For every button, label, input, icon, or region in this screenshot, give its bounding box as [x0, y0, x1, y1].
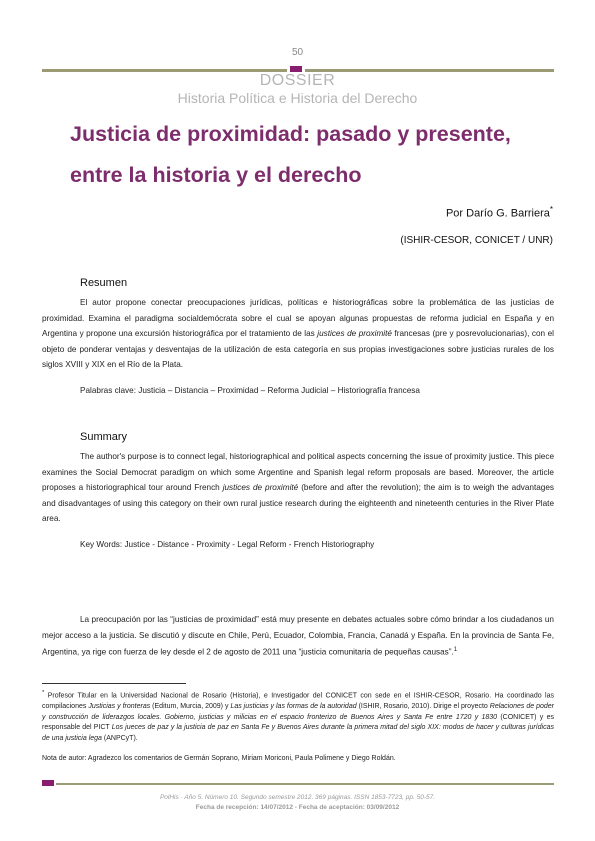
title-line-1: Justicia de proximidad: pasado y presente,	[70, 122, 511, 146]
fn-t1: Profesor Titular en la Universidad Nacional de Rosario (Historia), e Investigador del CONICET con sede en el ISHIR-CESOR, Rosario. Ha coordinado las compilaciones	[42, 692, 554, 710]
resumen-text-a: El autor propone conectar preocupaciones jurídicas, políticas e historiográficas sobre la problemática de las justicias de proximidad. Examina el paradigma socialdemócrata sobre el cual se apoyan algunas propuestas de reforma judicial en España y en Argentina y propone una excursión historiográfica por el tratamiento de las	[42, 298, 554, 339]
resumen-heading: Resumen	[80, 277, 128, 289]
author-footnote-mark[interactable]: *	[549, 205, 553, 214]
footnote-ref-1[interactable]: 1	[453, 647, 458, 654]
fn-t4: (CONICET) y es responsable del PICT	[42, 713, 554, 732]
body-paragraph	[42, 612, 554, 661]
author-affiliation: (ISHIR-CESOR, CONICET / UNR)	[400, 235, 553, 246]
resumen-text	[42, 295, 554, 373]
section-subtitle: Historia Política e Historia del Derecho	[177, 90, 418, 106]
section-label: DOSSIER	[259, 72, 336, 89]
author-name-text: Por Darío G. Barriera	[445, 207, 550, 220]
reception-dates: Fecha de recepción: 14/07/2012 - Fecha de aceptación: 03/09/2012	[195, 804, 400, 811]
fn-t2: (Editum, Murcia, 2009) y	[150, 702, 231, 710]
resumen-text-italic: justices de proximité	[317, 329, 392, 339]
summary-text-a: The author's purpose is to connect legal, historiographical and political aspects concerning the issue of proximity justice. This piece examines the Social Democrat paradigm on which some Argentine and Spanish legal reform proposals are based. Moreover, the article proposes a historiographical tour around French	[42, 452, 554, 493]
journal-citation: PolHis · Año 5. Número 10. Segundo semestre 2012. 369 páginas. ISSN 1853-7723, pp. 50-57.	[159, 794, 436, 801]
author-note: Nota de autor: Agradezco los comentarios de Germán Soprano, Miriam Moriconi, Paula Polimene y Diego Roldán.	[42, 755, 396, 762]
fn-t5: (ANPCyT).	[101, 734, 138, 742]
fn-i1: Justicias y fronteras	[88, 702, 151, 710]
footnote-mark: *	[42, 690, 45, 696]
author-name	[446, 205, 553, 220]
footer-rule	[56, 783, 554, 785]
body-paragraph-text: La preocupación por las “justicias de proximidad” está muy presente en debates actuales sobre cómo brindar a los ciudadanos un mejor acceso a la justicia. Se discutió y discute en Chile, Perú, Ecuador, Colombia, Francia, Canadá y España. En la provincia de Santa Fe, Argentina, ya rige con fuerza de ley desde el 2 de agosto de 2011 una “justicia comunitaria de pequeñas causas”.	[42, 615, 554, 657]
footnote-rule	[42, 683, 186, 684]
fn-i3: Relaciones de poder y construcción de liderazgos locales. Gobierno, justicias y milicias en el espacio fronterizo de Buenos Aires y Santa Fe entre 1720 y 1830	[42, 702, 555, 721]
resumen-keywords: Palabras clave: Justicia – Distancia – Proximidad – Reforma Judicial – Historiografía francesa	[80, 386, 420, 395]
resumen-text-b: francesas (pre y posrevolucionarias), con el objeto de ponderar ventajas y desventajas de la utilización de esta categoría en sus propias investigaciones sobre justicias rurales de los siglos XVIII y XIX en el Río de la Plata.	[42, 329, 555, 370]
title-line-2: entre la historia y el derecho	[70, 163, 362, 187]
summary-text-italic: justices de proximité	[222, 483, 299, 493]
fn-t3: (ISHIR, Rosario, 2010). Dirige el proyecto	[356, 702, 490, 710]
summary-text-b: (before and after the revolution); the aim is to weigh the advantages and disadvantages of using this category on their own rural justice research during the eighteenth and nineteenth centuries in the River Plate area.	[42, 483, 555, 524]
fn-i2: Las justicias y las formas de la autoridad	[230, 702, 357, 710]
summary-keywords: Key Words: Justice - Distance - Proximity - Legal Reform - French Historiography	[80, 540, 375, 549]
summary-heading: Summary	[80, 431, 128, 443]
page-number: 50	[291, 47, 304, 58]
fn-i4: Los jueces de paz y la justicia de paz en Santa Fe y Buenos Aires durante la primera mitad del siglo XIX: modos de hacer y culturas jurídicas de una justicia lega	[42, 724, 554, 742]
summary-text	[42, 449, 554, 527]
footer-accent-mark	[42, 780, 54, 786]
article-title	[70, 114, 550, 196]
author-footnote	[42, 688, 554, 744]
